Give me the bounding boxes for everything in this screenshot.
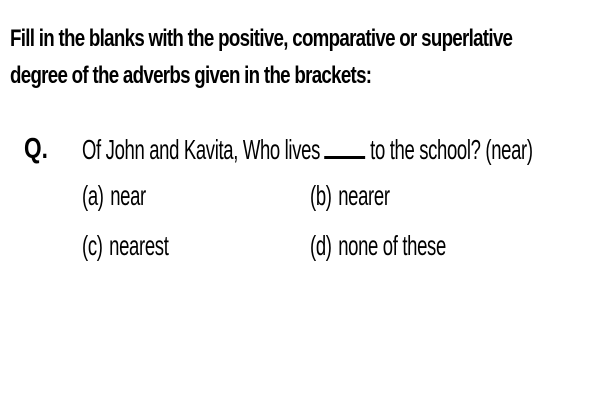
option-a[interactable] bbox=[82, 178, 146, 214]
question-text-before: Of John and Kavita, Who lives bbox=[82, 134, 320, 165]
option-text: nearer bbox=[338, 180, 390, 211]
instruction-line-1: Fill in the blanks with the positive, comparative or superlative bbox=[10, 25, 513, 52]
instruction-line-2: degree of the adverbs given in the brackets: bbox=[10, 62, 372, 89]
option-d[interactable] bbox=[310, 228, 446, 264]
question-text bbox=[82, 130, 533, 168]
question-text-after: to the school? (near) bbox=[370, 134, 533, 165]
option-text: nearest bbox=[109, 230, 169, 261]
option-key: (c) bbox=[82, 230, 103, 261]
question-label: Q. bbox=[24, 133, 48, 165]
option-key: (a) bbox=[82, 180, 104, 211]
option-c[interactable] bbox=[82, 228, 169, 264]
instruction-text bbox=[10, 20, 595, 94]
answer-blank bbox=[324, 130, 365, 159]
option-text: near bbox=[110, 180, 146, 211]
option-b[interactable] bbox=[310, 178, 390, 214]
option-key: (d) bbox=[310, 230, 332, 261]
option-key: (b) bbox=[310, 180, 332, 211]
option-text: none of these bbox=[338, 230, 446, 261]
